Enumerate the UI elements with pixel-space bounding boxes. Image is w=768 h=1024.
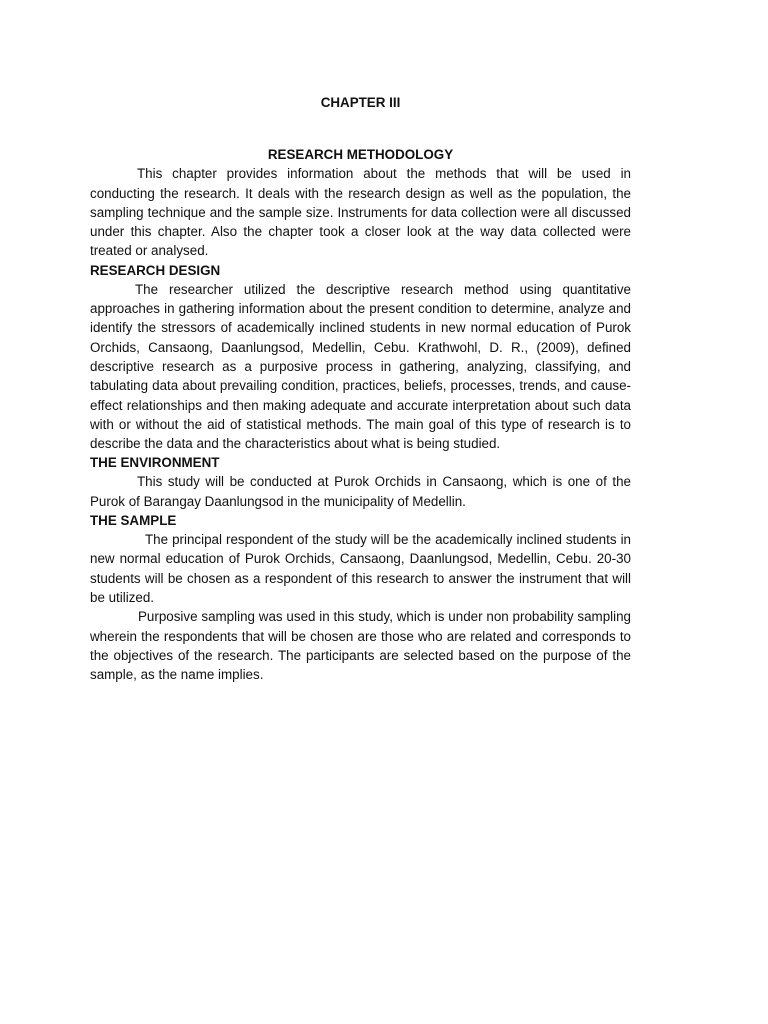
- intro-paragraph: This chapter provides information about the methods that will be used in conducting the research. It deals with the research design as well as the population, the sampling technique and the sample size. Instruments for data collection were all discussed under this chapter. Also the chapter took a closer look at the way data collected were treated or analysed.: [90, 166, 631, 259]
- document-content: [90, 93, 631, 684]
- research-design-paragraph: The researcher utilized the descriptive research method using quantitative approaches in gathering information about the present condition to determine, analyze and identify the stressors of academically inclined students in new normal education of Purok Orchids, Cansaong, Daanlungsod, Medellin, Cebu. Krathwohl, D. R., (2009), defined descriptive research as a purposive process in gathering, analyzing, classifying, and tabulating data about prevailing condition, practices, beliefs, processes, trends, and cause-effect relationships and then making adequate and accurate interpretation about such data with or without the aid of statistical methods. The main goal of this type of research is to describe the data and the characteristics about what is being studied.: [90, 281, 631, 452]
- sample-heading: THE SAMPLE: [90, 513, 177, 529]
- environment-heading: THE ENVIRONMENT: [90, 455, 220, 471]
- sample-paragraph-2: Purposive sampling was used in this study, which is under non probability sampling wherein the respondents that will be chosen are those who are related and corresponds to the objectives of the research. The participants are selected based on the purpose of the sample, as the name implies.: [90, 609, 631, 683]
- document-title: RESEARCH METHODOLOGY: [267, 147, 454, 162]
- environment-paragraph: This study will be conducted at Purok Orchids in Cansaong, which is one of the Purok of Barangay Daanlungsod in the municipality of Medellin.: [90, 474, 631, 509]
- sample-paragraph-1: The principal respondent of the study will be the academically inclined students in new normal education of Purok Orchids, Cansaong, Daanlungsod, Medellin, Cebu. 20-30 students will be chosen as a respondent of this research to answer the instrument that will be utilized.: [90, 532, 631, 605]
- chapter-title: CHAPTER III: [320, 95, 401, 110]
- research-design-heading: RESEARCH DESIGN: [90, 262, 221, 278]
